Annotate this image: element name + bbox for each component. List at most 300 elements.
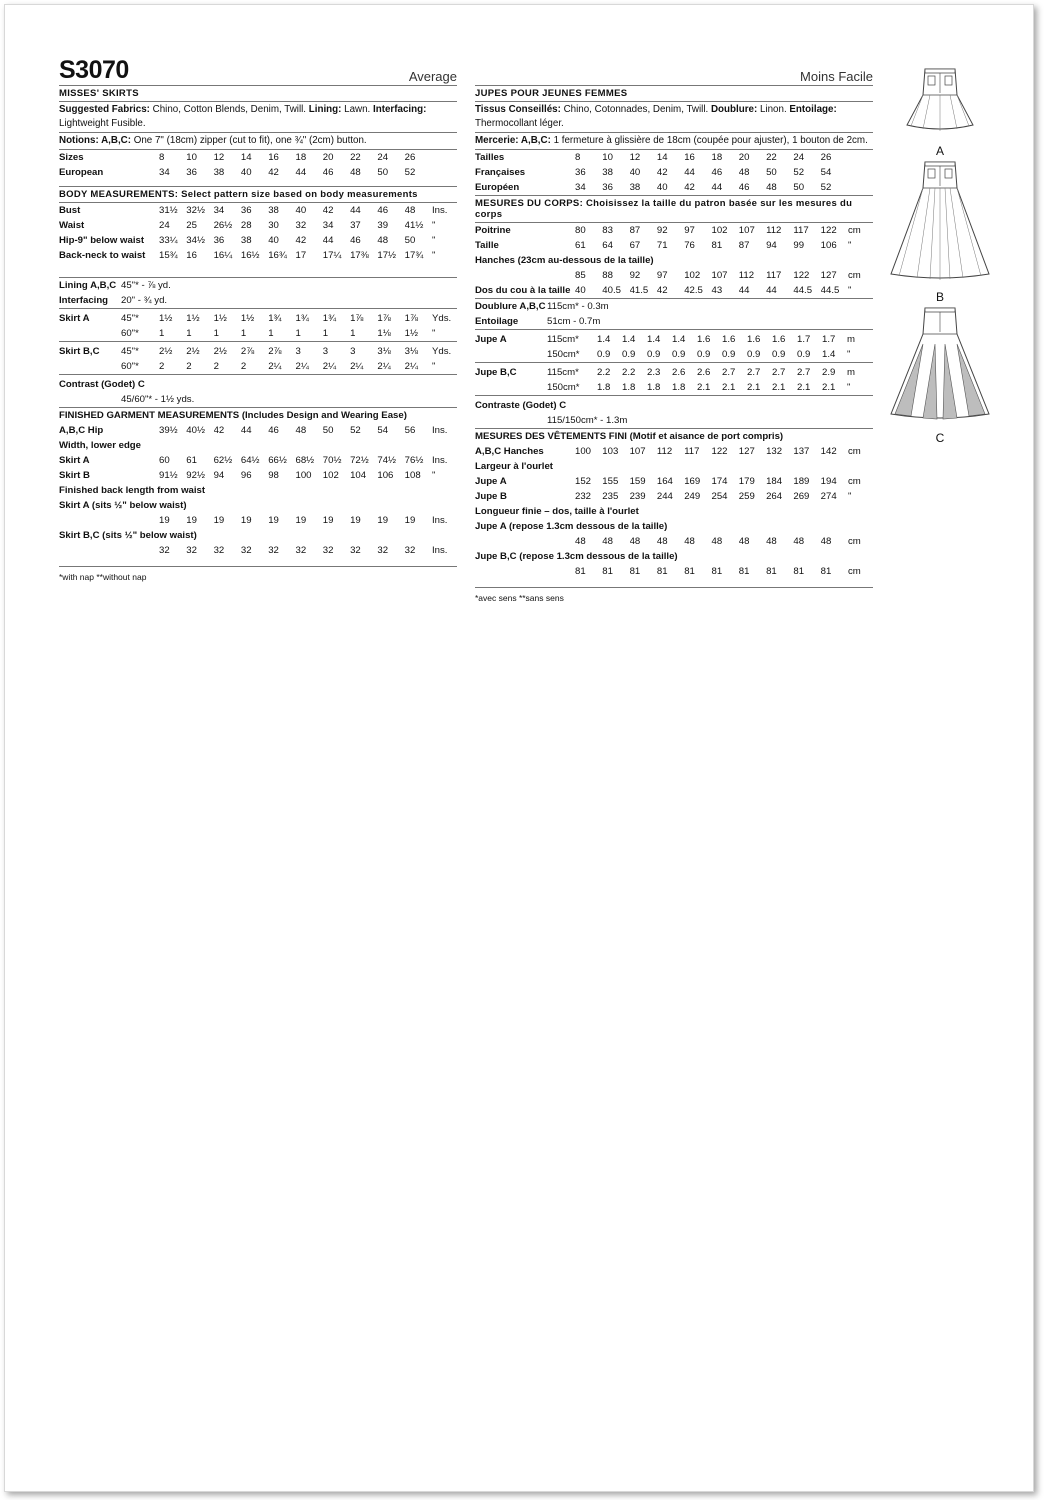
value-cell: 81 [684, 566, 695, 577]
contrast-row [475, 398, 873, 413]
row-label: Skirt B,C [59, 346, 100, 357]
value-cell: 42.5 [684, 285, 703, 296]
value-cell: 14 [656, 152, 668, 163]
value-cell: 17⅜ [350, 250, 369, 261]
unit-cell: Ins. [431, 515, 448, 526]
value-cell: 52 [820, 182, 832, 193]
value-cell: 46 [738, 182, 750, 193]
value-cell: 81 [575, 566, 586, 577]
french-row [475, 165, 873, 180]
value-cell: 42 [656, 285, 668, 296]
value-cell: 54 [377, 425, 389, 436]
value-cell: 0.9 [597, 349, 611, 360]
value-cell: 1 [268, 328, 274, 339]
value-cell: 80 [575, 225, 586, 236]
yardage-row [475, 332, 873, 347]
unit-cell: cm [847, 446, 861, 457]
value-cell: 1¾ [322, 313, 337, 324]
value-cell: 48 [766, 536, 777, 547]
value-cell: 2.6 [672, 367, 686, 378]
value-cell: 17¼ [322, 250, 342, 261]
french-column [475, 57, 873, 603]
unit-cell: " [431, 235, 436, 246]
value-cell: 48 [656, 536, 668, 547]
row-label: Bust [59, 205, 81, 216]
notions-text-fr: 1 fermeture à glissière de 18cm (coupée pour ajuster), 1 bouton de 2cm. [550, 135, 868, 146]
value-cell: 44 [240, 425, 252, 436]
value-cell: 48 [711, 536, 723, 547]
back-length-label: Longueur finie – dos, taille à l'ourlet [475, 506, 639, 517]
value-cell: 2¼ [350, 361, 364, 372]
value-cell: 70½ [322, 455, 342, 466]
width-cell: 60"* [121, 328, 139, 339]
finished-table-fr [475, 429, 873, 579]
spacer [475, 268, 575, 283]
unit-cell: m [847, 334, 855, 345]
back-a-label: Jupe A (repose 1.3cm dessous de la taille) [475, 521, 668, 532]
value-cell: 54 [820, 167, 832, 178]
value-cell: 152 [575, 476, 592, 487]
view-illustrations [885, 65, 995, 445]
value-cell: 19 [240, 515, 252, 526]
spacer [475, 534, 575, 549]
width-row [59, 453, 457, 468]
value-cell: 1.4 [647, 334, 661, 345]
value-cell: 1.6 [772, 334, 786, 345]
value-cell: 142 [820, 446, 837, 457]
value-cell: 81 [793, 566, 805, 577]
value-cell: 91½ [159, 470, 178, 481]
value-cell: 239 [629, 491, 646, 502]
value-cell: 16 [268, 152, 279, 163]
value-cell: 39 [377, 220, 389, 231]
value-cell: 10 [186, 152, 197, 163]
back-length-row [475, 504, 873, 519]
unit-cell: Ins. [431, 205, 448, 216]
value-cell: 269 [793, 491, 810, 502]
value-cell: 42 [295, 235, 307, 246]
unit-cell: Ins. [431, 545, 448, 556]
value-cell: 46 [268, 425, 279, 436]
value-cell: 1½ [404, 328, 419, 339]
interfacing-label: Interfacing: [373, 104, 427, 115]
footnote: *with nap **without nap [59, 572, 147, 582]
value-cell: 48 [350, 167, 361, 178]
width-label-row [475, 459, 873, 474]
european-label: Européen [475, 182, 520, 193]
value-cell: 38 [213, 167, 225, 178]
body-measurements-title-fr: MESURES DU CORPS: Choisissez la taille du patron basée sur les mesures du corps [475, 198, 853, 220]
row-label: Skirt A [59, 313, 90, 324]
lining-label-fr: Doublure: [710, 104, 758, 115]
value-cell: 1.8 [647, 382, 661, 393]
value-cell: 102 [711, 225, 728, 236]
value-cell: 32 [159, 545, 170, 556]
value-cell: 81 [629, 566, 641, 577]
value-cell: 19 [404, 515, 416, 526]
skirt-b-icon [885, 158, 995, 283]
value-cell: 1⅞ [404, 313, 419, 324]
interfacing-row [59, 293, 457, 309]
value-cell: 32 [240, 545, 252, 556]
difficulty-level: Average [408, 69, 457, 84]
sizes-row [475, 150, 873, 165]
value-cell: 24 [159, 220, 170, 231]
yardage-row [475, 380, 873, 396]
unit-cell: cm [847, 225, 861, 236]
value-cell: 34½ [186, 235, 205, 246]
value-cell: 3 [322, 346, 329, 357]
value-cell: 92½ [186, 470, 205, 481]
value-cell: 46 [711, 167, 723, 178]
value-cell: 37 [350, 220, 361, 231]
value-cell: 36 [186, 167, 197, 178]
value-cell: 42 [268, 167, 279, 178]
pattern-code: S3070 [59, 56, 129, 84]
body-row [59, 233, 457, 248]
value-cell: 52 [793, 167, 805, 178]
value-cell: 2.9 [822, 367, 836, 378]
value-cell: 8 [575, 152, 581, 163]
value-cell: 18 [711, 152, 723, 163]
value-cell: 127 [738, 446, 755, 457]
value-cell: 1⅞ [377, 313, 391, 324]
value-cell: 2.1 [822, 382, 836, 393]
value-cell: 22 [350, 152, 361, 163]
notions-text: One 7" (18cm) zipper (cut to fit), one ¾" (2cm) button. [131, 135, 367, 146]
value-cell: 46 [350, 235, 361, 246]
contrast-value-row [475, 413, 873, 428]
value-cell: 46 [377, 205, 389, 216]
row-label [59, 326, 121, 342]
value-cell: 1½ [240, 313, 255, 324]
value-cell: 32 [186, 545, 197, 556]
value-cell: 19 [213, 515, 225, 526]
value-cell: 28 [240, 220, 252, 231]
value-cell: 34 [213, 205, 225, 216]
back-length-label: Finished back length from waist [59, 485, 206, 496]
view-b [885, 158, 995, 304]
value-cell: 2.1 [697, 382, 711, 393]
value-cell: 2⅞ [240, 346, 255, 357]
value-cell: 2⅞ [268, 346, 282, 357]
back-bc-label-row [59, 528, 457, 543]
value-cell: 88 [602, 270, 613, 281]
value-cell: 155 [602, 476, 619, 487]
contrast-label: Contraste (Godet) C [475, 400, 567, 411]
value-cell: 2 [159, 361, 165, 372]
header-fr [475, 57, 873, 85]
back-a-label: Skirt A (sits ½" below waist) [59, 500, 187, 511]
body-measurements-table [59, 203, 457, 263]
yardage-row [59, 344, 457, 359]
value-cell: 32 [404, 545, 416, 556]
notions [59, 133, 457, 149]
back-a-values-row [59, 513, 457, 528]
value-cell: 2.7 [747, 367, 761, 378]
value-cell: 264 [766, 491, 783, 502]
value-cell: 1 [240, 328, 247, 339]
value-cell: 117 [766, 270, 782, 281]
unit-cell: " [847, 382, 851, 393]
value-cell: 44.5 [820, 285, 840, 296]
row-label [475, 380, 547, 396]
value-cell: 0.9 [622, 349, 636, 360]
width-label-row [59, 438, 457, 453]
view-c-label: C [935, 431, 945, 445]
european-label: European [59, 167, 104, 178]
value-cell: 71 [656, 240, 668, 251]
value-cell: 1.4 [622, 334, 636, 345]
yardage-row [59, 311, 457, 326]
value-cell: 2.1 [747, 382, 761, 393]
value-cell: 32 [213, 545, 225, 556]
value-cell: 174 [711, 476, 728, 487]
footnote-fr: *avec sens **sans sens [475, 593, 564, 603]
value-cell: 184 [766, 476, 783, 487]
value-cell: 50 [766, 167, 777, 178]
header [59, 57, 457, 85]
unit-cell: m [847, 367, 855, 378]
row-label: Entoilage [475, 316, 519, 327]
yardage-row [59, 359, 457, 375]
back-bc-label: Skirt B,C (sits ½" below waist) [59, 530, 197, 541]
value-cell: 112 [766, 225, 782, 236]
value-cell: 17½ [377, 250, 397, 261]
value-cell: 2½ [213, 346, 227, 357]
contrast-row [59, 377, 457, 392]
value-cell: 26 [404, 152, 416, 163]
unit-cell: " [847, 349, 851, 360]
pattern-envelope-back [4, 4, 1034, 1492]
value-cell: 16 [684, 152, 695, 163]
value-cell: 48 [793, 536, 805, 547]
value-cell: 40½ [186, 425, 205, 436]
row-label: Interfacing [59, 295, 109, 306]
yardage-row [59, 326, 457, 342]
value-cell: 2¼ [295, 361, 309, 372]
value-cell: 18 [295, 152, 307, 163]
value-cell: 8 [159, 152, 165, 163]
value-cell: 34 [159, 167, 170, 178]
value-cell: 36 [213, 235, 225, 246]
size-table [59, 150, 457, 180]
value-cell: 38 [629, 182, 641, 193]
finished-title-row [59, 408, 457, 423]
value-cell: 1.4 [822, 349, 836, 360]
value-cell: 40 [656, 182, 668, 193]
value-cell: 122 [820, 225, 837, 236]
value-cell: 42 [684, 182, 695, 193]
value-cell: 44 [738, 285, 750, 296]
value-cell: 106 [820, 240, 837, 251]
value-cell: 48 [820, 536, 832, 547]
value-cell: 106 [377, 470, 394, 481]
value-cell: 16 [186, 250, 197, 261]
row-label: A,B,C Hip [59, 425, 104, 436]
value-cell: 3 [350, 346, 356, 357]
value-cell: 81 [602, 566, 613, 577]
value-cell: 42 [213, 425, 225, 436]
value-cell: 2 [213, 361, 219, 372]
value-cell: 32 [350, 545, 361, 556]
width-cell: 115cm* [547, 334, 579, 345]
value-cell: 2.6 [697, 367, 711, 378]
value-cell: 44 [711, 182, 723, 193]
value-cell: 19 [295, 515, 307, 526]
value-cell: 40.5 [602, 285, 621, 296]
value-cell: 2¼ [377, 361, 391, 372]
unit-cell: " [431, 250, 436, 261]
unit-cell: cm [847, 536, 861, 547]
hip-row [475, 444, 873, 459]
lining-row [59, 278, 457, 293]
value-cell: 189 [793, 476, 810, 487]
value-cell: 1½ [159, 313, 173, 324]
value-cell: 20 [738, 152, 750, 163]
unit-cell: Yds. [431, 313, 452, 324]
value-cell: 2.3 [647, 367, 661, 378]
value-cell: 41½ [404, 220, 424, 231]
value-cell: 274 [820, 491, 837, 502]
value-cell: 1½ [186, 313, 200, 324]
fabrics-text-fr: Chino, Cotonnades, Denim, Twill. [560, 104, 711, 115]
value-cell: 1.8 [622, 382, 636, 393]
value-cell: 1 [186, 328, 192, 339]
value-cell: 1.6 [722, 334, 736, 345]
value-cell: 3 [295, 346, 301, 357]
width-row [59, 468, 457, 483]
value-cell: 41.5 [629, 285, 649, 296]
value-cell: 34 [575, 182, 586, 193]
finished-title: FINISHED GARMENT MEASUREMENTS (Includes Design and Wearing Ease) [59, 410, 407, 421]
row-label: Hip-9" below waist [59, 235, 145, 246]
value-cell: 19 [268, 515, 279, 526]
row-label: Doublure A,B,C [475, 301, 546, 312]
value-cell: 132 [766, 446, 783, 457]
spacer [59, 513, 159, 528]
hanches-label: Hanches (23cm au-dessous de la taille) [475, 255, 654, 266]
value-cell: 16¼ [213, 250, 233, 261]
value-cell: 2.2 [622, 367, 636, 378]
spacer [59, 392, 121, 407]
fabrics-label: Suggested Fabrics: [59, 104, 150, 115]
unit-cell: cm [847, 476, 861, 487]
unit-cell: Yds. [431, 346, 452, 357]
width-row [475, 489, 873, 504]
value-cell: 1 [350, 328, 356, 339]
value-cell: 2.1 [797, 382, 811, 393]
value-cell: 45"* - ⅞ yd. [121, 280, 171, 291]
value-cell: 0.9 [647, 349, 661, 360]
row-label: Dos du cou à la taille [475, 285, 571, 296]
value-cell: 44 [684, 167, 695, 178]
value-cell: 98 [268, 470, 279, 481]
value-cell: 10 [602, 152, 613, 163]
value-cell: 1 [213, 328, 219, 339]
value-cell: 81 [656, 566, 668, 577]
finished-table [59, 408, 457, 558]
value-cell: 33¼ [159, 235, 178, 246]
value-cell: 94 [766, 240, 777, 251]
unit-cell [848, 150, 873, 165]
value-cell: 108 [404, 470, 421, 481]
interfacing-text-fr: Thermocollant léger. [475, 118, 564, 129]
skirt-a-icon [885, 65, 995, 137]
value-cell: 96 [240, 470, 252, 481]
value-cell: 137 [793, 446, 810, 457]
value-cell: 249 [684, 491, 701, 502]
unit-cell: cm [847, 270, 861, 281]
yardage-row [475, 365, 873, 380]
value-cell: 1⅞ [350, 313, 364, 324]
skirt-c-icon [885, 304, 995, 424]
value-cell: 61 [186, 455, 197, 466]
value-cell: 48 [575, 536, 586, 547]
value-cell: 94 [213, 470, 225, 481]
value-cell: 24 [793, 152, 805, 163]
value-cell: 17¾ [404, 250, 424, 261]
value-cell: 127 [820, 270, 837, 281]
view-b-label: B [935, 290, 944, 304]
unit-cell: " [431, 361, 436, 372]
value-cell: 92 [629, 270, 641, 281]
value-cell: 112 [656, 446, 673, 457]
value-cell: 3⅛ [404, 346, 419, 357]
value-cell: 36 [602, 182, 613, 193]
fabrics-text: Chino, Cotton Blends, Denim, Twill. [149, 104, 309, 115]
body-row [475, 238, 873, 253]
value-cell: 38 [602, 167, 613, 178]
width-cell: 150cm* [547, 349, 580, 360]
value-cell: 32 [268, 545, 279, 556]
hanches-row [475, 268, 873, 283]
value-cell: 20 [322, 152, 334, 163]
value-cell: 16¾ [268, 250, 287, 261]
value-cell: 92 [656, 225, 668, 236]
value-cell: 1 [322, 328, 329, 339]
value-cell: 40 [240, 167, 252, 178]
value-cell: 74½ [377, 455, 397, 466]
value-cell: 48 [629, 536, 641, 547]
fabrics-label-fr: Tissus Conseillés: [475, 104, 561, 115]
value-cell: 42 [322, 205, 334, 216]
value-cell: 2.1 [722, 382, 736, 393]
value-cell: 2.1 [772, 382, 786, 393]
section-title-fr: JUPES POUR JEUNES FEMMES [475, 88, 628, 99]
value-cell: 97 [684, 225, 695, 236]
value-cell: 24 [377, 152, 389, 163]
value-cell: 244 [656, 491, 673, 502]
value-cell: 44.5 [793, 285, 813, 296]
value-cell: 26½ [213, 220, 233, 231]
value-cell: 81 [711, 566, 723, 577]
value-cell: 50 [793, 182, 805, 193]
row-label: Jupe B [475, 491, 507, 502]
value-cell: 194 [820, 476, 837, 487]
back-a-label-row [59, 498, 457, 513]
width-cell: 45"* [121, 346, 139, 357]
width-cell: 150cm* [547, 382, 580, 393]
width-cell: 45"* [121, 313, 139, 324]
back-bc-values-row [475, 564, 873, 579]
value-cell: 61 [575, 240, 586, 251]
value-cell: 0.9 [672, 349, 686, 360]
value-cell: 19 [350, 515, 361, 526]
body-row [59, 218, 457, 233]
spacer [59, 543, 159, 558]
contrast-value-row [59, 392, 457, 407]
